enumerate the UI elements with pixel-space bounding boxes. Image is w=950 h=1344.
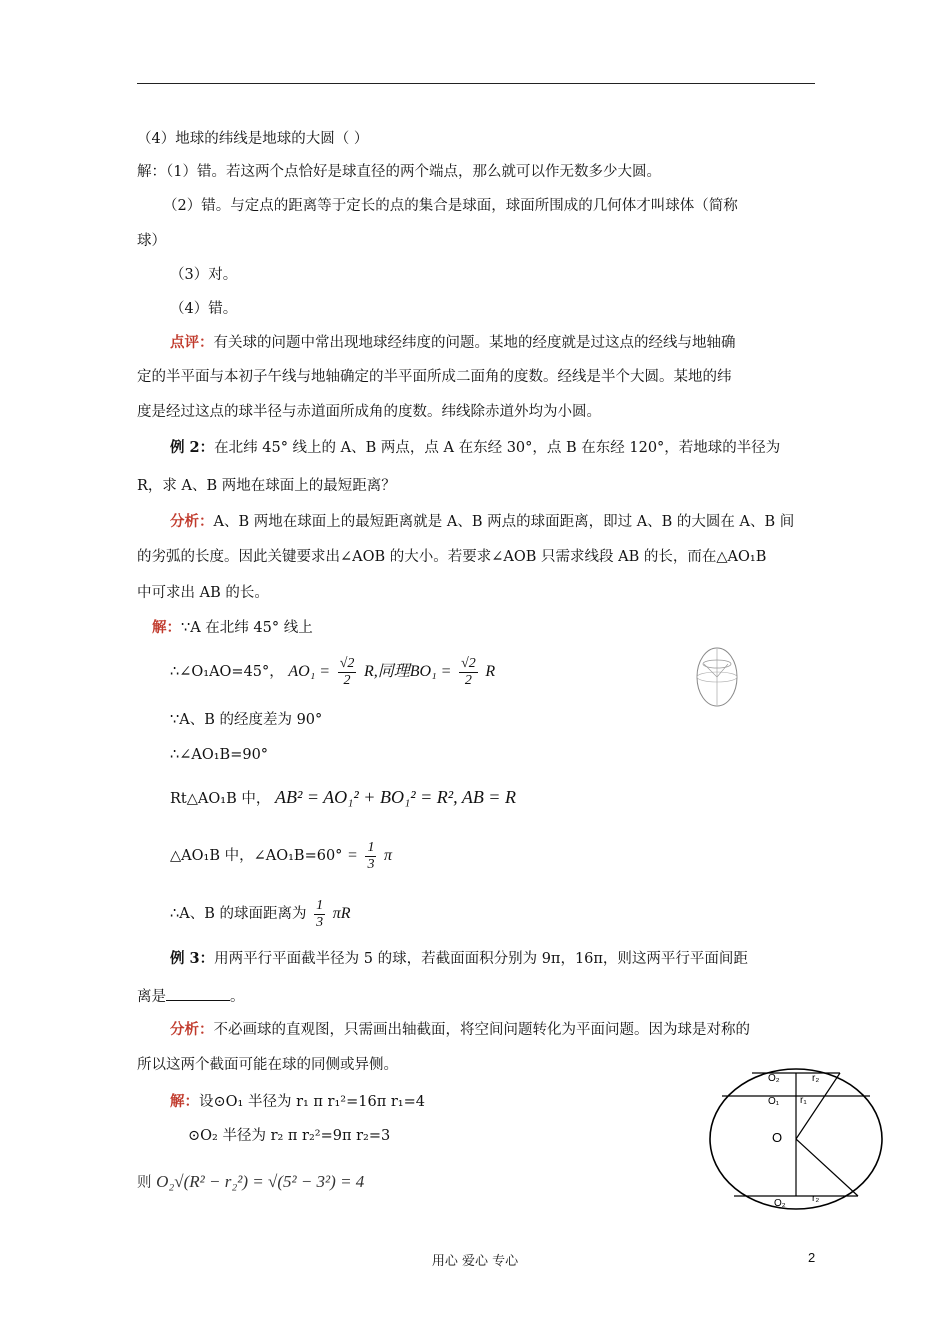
question-4: （4）地球的纬线是地球的大圆（ ）	[137, 131, 369, 147]
page-number: 2	[808, 1250, 816, 1265]
sphere-cross-section-diagram	[708, 1066, 886, 1212]
answer-1: 解：（1）错。若这两个点恰好是球直径的两个端点，那么就可以作无数多少大圆。	[137, 164, 661, 180]
comment-line-2: 定的半平面与本初子午线与地轴确定的半平面所成二面角的度数。经线是半个大圆。某地的纬	[137, 369, 732, 385]
comment-line-1	[170, 334, 736, 352]
label-r2-bottom: r₂	[812, 1193, 820, 1204]
period: 。	[230, 989, 245, 1005]
solution-line-5	[170, 786, 516, 810]
example-2-line-2: R，求 A、B 两地在球面上的最短距离？	[137, 478, 396, 494]
solution-2-line-3	[137, 1168, 364, 1197]
analysis-line-2: 的劣弧的长度。因此关键要求出∠AOB 的大小。若要求∠AOB 只需求线段 AB 的长，而在△AO₁B	[137, 549, 767, 565]
analysis-2-text: 不必画球的直观图，只需画出轴截面，将空间问题转化为平面问题。因为球是对称的	[213, 1022, 750, 1038]
distance-is-text: 离是	[137, 989, 166, 1005]
then-text: 则	[137, 1175, 152, 1191]
header-rule	[137, 83, 815, 84]
answer-3: （3）对。	[170, 267, 238, 283]
angle-statement: ∴∠O₁AO=45°，	[170, 664, 284, 680]
analysis-2-line-2: 所以这两个截面可能在球的同侧或异侧。	[137, 1057, 398, 1073]
one-third-a: $\frac{1}{3}$	[367, 839, 375, 872]
label-o1: O₁	[768, 1096, 780, 1107]
solution-line-1	[152, 619, 313, 637]
label-r2-top: r₂	[812, 1073, 820, 1084]
triangle-angle-text: △AO₁B 中，∠AO₁B=60°	[170, 848, 343, 864]
label-r1: r₁	[800, 1095, 807, 1106]
one-third-b: $\frac{1}{3}$	[316, 897, 324, 930]
circle-o1-text: 设⊙O₁ 半径为 r₁ π r₁²=16π r₁=4	[199, 1094, 425, 1110]
pi-symbol: π	[384, 847, 393, 864]
pythagoras-expr: AB² = AO₁² + BO₁² = R², AB = R	[274, 787, 516, 807]
solution-line-7	[170, 896, 350, 932]
analysis-text: A、B 两地在球面上的最短距离就是 A、B 两点的球面距离，即过 A、B 的大圆在 A、B 间	[213, 514, 795, 530]
sqrt2-over-2-b: $\frac{√2}{2}$	[461, 655, 476, 688]
comment-text: 有关球的问题中常出现地球经纬度的问题。某地的经度就是过这点的经线与地轴确	[213, 335, 736, 351]
r-symbol: R	[485, 663, 496, 680]
answer-4: （4）错。	[170, 301, 238, 317]
comment-line-3: 度是经过这点的球半径与赤道面所成角的度数。纬线除赤道外均为小圆。	[137, 404, 601, 420]
solution-2-label: 解：	[170, 1093, 199, 1110]
analysis-line-1	[170, 513, 794, 531]
solution-label: 解：	[152, 619, 181, 636]
label-o2-top: O₂	[768, 1073, 780, 1084]
example-2-label: 例 2：	[170, 439, 215, 456]
sqrt2-over-2-a: $\frac{√2}{2}$	[339, 655, 355, 688]
example-3-line-1	[170, 950, 748, 968]
solution-text: ∵A 在北纬 45° 线上	[181, 620, 313, 636]
answer-blank	[166, 986, 230, 1001]
ao1-expr: AO₁ =	[288, 663, 331, 680]
example-3-line-2	[137, 986, 245, 1006]
answer-2: （2）错。与定点的距离等于定长的点的集合是球面，球面所围成的几何体才叫球体（简称	[163, 198, 738, 214]
solution-2-line-2: ⊙O₂ 半径为 r₂ π r₂²=9π r₂=3	[188, 1128, 391, 1144]
analysis-2-line-1	[170, 1021, 750, 1039]
solution-line-3: ∵A、B 的经度差为 90°	[170, 712, 323, 728]
solution-2-line-1	[170, 1093, 425, 1111]
example-2-line-1	[170, 439, 780, 457]
label-o2-bottom: O₂	[774, 1198, 786, 1209]
analysis-label: 分析：	[170, 513, 214, 530]
example-2-text: 在北纬 45° 线上的 A、B 两点，点 A 在东经 30°，点 B 在东经 120°，若地球的半径为	[214, 440, 781, 456]
distance-formula: O₂√(R² − r₂²) = √(5² − 3²) = 4	[156, 1172, 365, 1191]
spherical-distance-text: ∴A、B 的球面距离为	[170, 906, 307, 922]
solution-line-4: ∴∠AO₁B=90°	[170, 747, 269, 763]
example-3-text: 用两平行平面截半径为 5 的球，若截面面积分别为 9π，16π，则这两平行平面间距	[214, 951, 748, 967]
example-3-label: 例 3：	[170, 950, 215, 967]
bo1-expr: R,同理BO₁ =	[364, 663, 452, 680]
equals-sign: =	[347, 847, 358, 864]
analysis-line-3: 中可求出 AB 的长。	[137, 585, 269, 601]
analysis-2-label: 分析：	[170, 1021, 214, 1038]
radius-bottom	[796, 1139, 858, 1196]
answer-2-cont: 球）	[137, 233, 166, 249]
solution-line-2	[170, 655, 495, 689]
comment-label: 点评：	[170, 334, 214, 351]
rt-triangle-label: Rt△AO₁B 中，	[170, 791, 271, 807]
label-center: O	[772, 1130, 783, 1145]
footer-motto: 用心 爱心 专心	[431, 1254, 519, 1269]
pi-r-expr: πR	[332, 905, 351, 922]
small-sphere-figure	[694, 646, 740, 708]
solution-line-6	[170, 838, 392, 874]
